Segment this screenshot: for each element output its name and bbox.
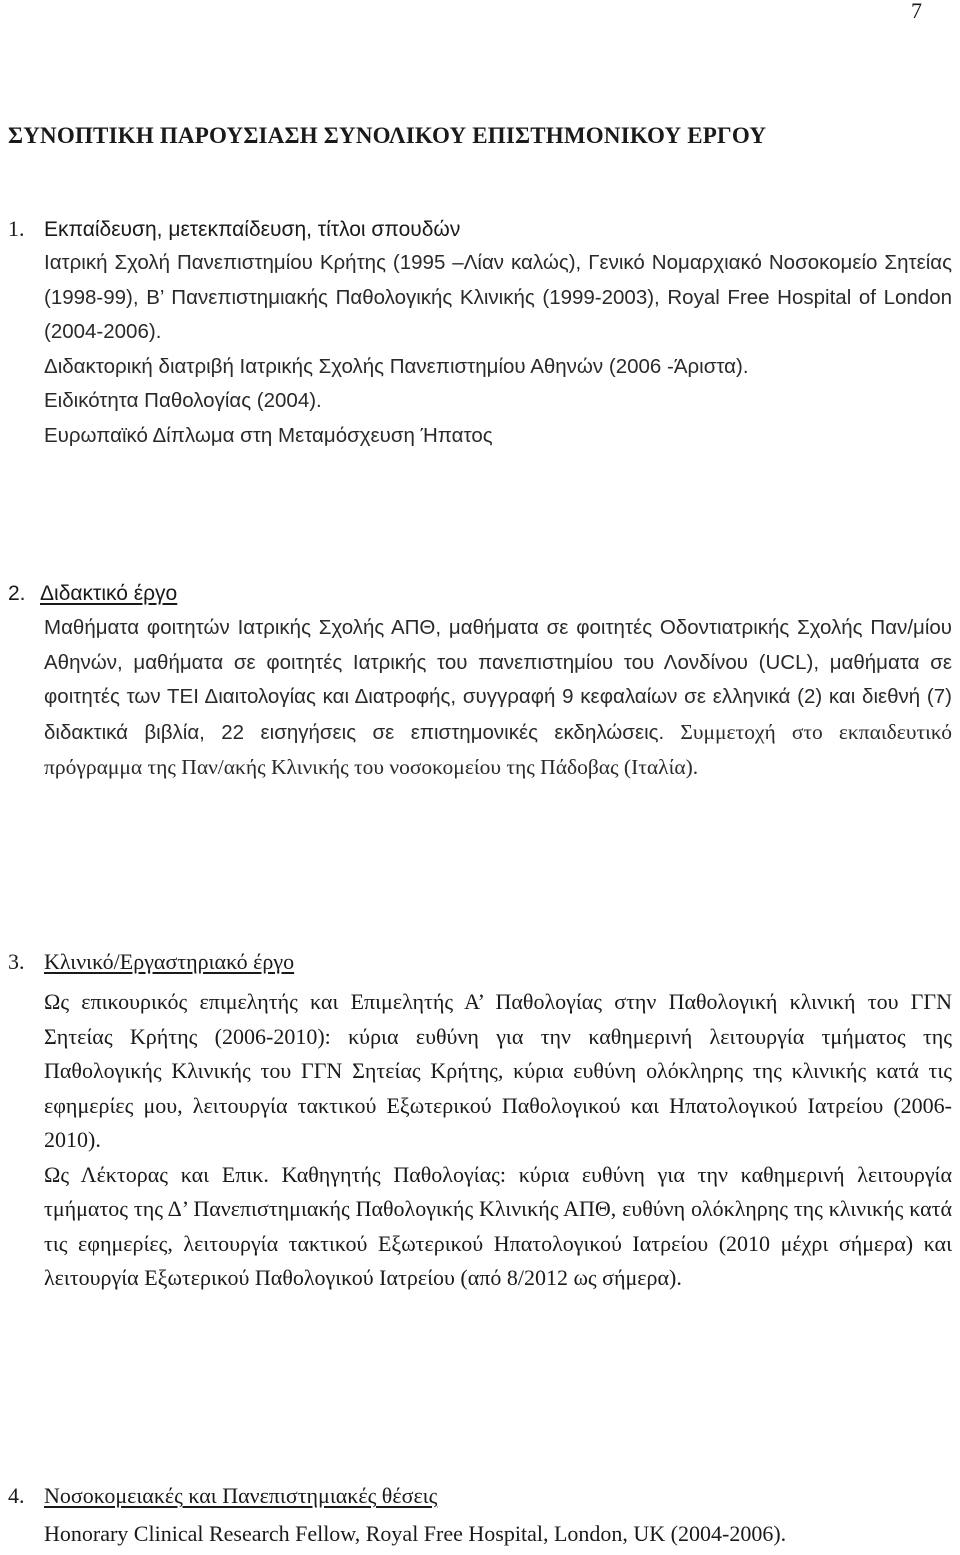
- section-education: [8, 212, 952, 453]
- paragraph: Ειδικότητα Παθολογίας (2004).: [44, 389, 322, 412]
- section-number: 3.: [8, 949, 25, 974]
- section-body: [8, 611, 952, 786]
- section-heading: Νοσοκομειακές και Πανεπιστημιακές θέσεις: [44, 1483, 438, 1508]
- page-number: 7: [911, 0, 922, 23]
- paragraph: Διδακτορική διατριβή Ιατρικής Σχολής Πανεπιστημίου Αθηνών (2006 -Άριστα).: [44, 354, 749, 378]
- paragraph: Honorary Clinical Research Fellow, Royal Free Hospital, London, UK (2004-2006).: [44, 1521, 787, 1546]
- section-header: [8, 945, 952, 979]
- section-heading: Διδακτικό έργο: [40, 582, 178, 605]
- paragraph: Ως Λέκτορας και Επικ. Καθηγητής Παθολογίας: κύρια ευθύνη για την καθημερινή λειτουργία τμήματος της Δ’ Πανεπιστημιακής Παθολογικής Κλινικής ΑΠΘ, ευθύνη ολόκληρης της κλινικής κατά τις εφημερίες, λειτουργία τακτικού Εξωτερικού Ηπατολογικού Ιατρείου (2010 μέχρι σήμερα) και λειτουργία Εξωτερικού Παθολογικού Ιατρείου (από 8/2012 ως σήμερα).: [44, 1161, 952, 1290]
- paragraph: Ως επικουρικός επιμελητής και Επιμελητής Α’ Παθολογίας στην Παθολογική κλινική του ΓΓΝ Σητείας Κρήτης (2006-2010): κύρια ευθύνη για την καθημερινή λειτουργία τμήματος της Παθολογικής Κλινικής του ΓΓΝ Σητείας Κρήτης, κύρια ευθύνη ολόκληρης της κλινικής κατά τις εφημερίες μου, λειτουργία τακτικού Εξωτερικού Παθολογικού και Ηπατολογικού Ιατρείου (2006-2010).: [44, 989, 952, 1152]
- section-header: [8, 1479, 952, 1513]
- section-body: [8, 246, 952, 453]
- document-title: ΣΥΝΟΠΤΙΚΗ ΠΑΡΟΥΣΙΑΣΗ ΣΥΝΟΛΙΚΟΥ ΕΠΙΣΤΗΜΟΝΙΚΟΥ ΕΡΓΟΥ: [8, 123, 767, 148]
- paragraph-part: Μαθήματα φοιτητών Ιατρικής Σχολής ΑΠΘ, μαθήματα σε φοιτητές Οδοντιατρικής Σχολής Παν/μίου Αθηνών, μαθήματα σε φοιτητές Ιατρικής του πανεπιστημίου του Λονδίνου (UCL), μαθήματα σε φοιτητές των ΤΕΙ Διαιτολογίας και Διατροφής, συγγραφή 9 κεφαλαίων σε ελληνικά (2) και διεθνή (7) διδακτικά βιβλία, 22 εισηγήσεις σε επιστημονικές εκδηλώσεις.: [44, 616, 952, 744]
- section-number: 1.: [8, 216, 25, 241]
- section-heading: Κλινικό/Εργαστηριακό έργο: [44, 949, 295, 974]
- section-positions: [8, 1479, 952, 1552]
- paragraph: Ιατρική Σχολή Πανεπιστημίου Κρήτης (1995 –Λίαν καλώς), Γενικό Νομαρχιακό Νοσοκομείο Σητείας (1998-99), Β’ Πανεπιστημιακής Παθολογικής Κλινικής (1999-2003), Royal Free Hospital of London (2004-2006).: [44, 251, 952, 343]
- section-heading: Εκπαίδευση, μετεκπαίδευση, τίτλοι σπουδών: [44, 218, 461, 241]
- paragraph-part: Συμμετοχή στο εκπαιδευτικό πρόγραμμα της Παν/ακής Κλινικής του νοσοκομείου της Πάδοβας (Ιταλία).: [44, 719, 952, 779]
- section-number: 4.: [8, 1483, 25, 1508]
- section-number: 2.: [8, 582, 26, 605]
- paragraph: Ευρωπαϊκό Δίπλωμα στη Μεταμόσχευση Ήπατος: [44, 423, 493, 447]
- section-clinical: [8, 945, 952, 1296]
- section-header: [8, 577, 952, 611]
- section-header: [8, 212, 952, 246]
- section-teaching: [8, 577, 952, 786]
